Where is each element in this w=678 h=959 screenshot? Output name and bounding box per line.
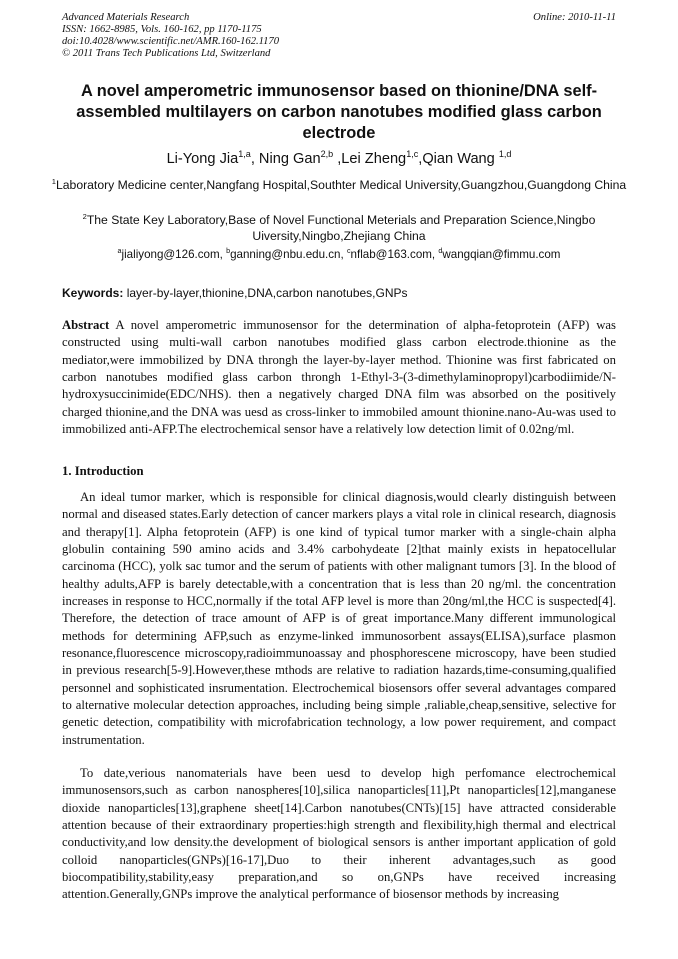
email-mark: b [226, 246, 231, 256]
introduction-paragraph-1: An ideal tumor marker, which is responsible for clinical diagnosis,would clearly distinguish between normal and diseased states.Early detection of cancer markers plays a vital role in clinical research, diagnosis and therapy[1]. Alpha fetoprotein (AFP) is one kind of typical tumor marker with a single-chain alpha globulin containing 590 amino acids and 3.4% carbohydeate [2]that mainly exists in hepatocellular carcinoma (HCC), yolk sac tumor and the serum of patients with other malignant tumors [3]. In the blood of healthy adults,AFP is barely detectable,with a concentration that is less than 20 ng/ml. the concentration increases in response to HCC,normally if the total AFP level is more than 20ng/ml,the HCC is suspected[4]. Therefore, the detection of trace amount of AFP is of great importance.Many different immunological methods for determining AFP,such as enzyme-linked immunosorbent assays(ELISA),surface plasmon resonance,fluorescence microscopy,radioimmunoassay and phosphorescene microscopy, have been studied in previous research[5-9].However,these mthods are relative to radiation hazards,time-consuming,qualified personnel and sophisticated insrumentation. Electrochemical biosensors offer several advantages compared to alternative molecular detection approaches, including being simple ,raliable,cheap,sensitive, selective for genetic detection, compatibility with microfabrication technology, a low power requirement, and compact instrumentation. [62, 490, 616, 747]
keywords-text: layer-by-layer,thionine,DNA,carbon nanotubes,GNPs [123, 286, 408, 300]
author-separator: , [333, 151, 342, 167]
author-name: Li-Yong Jia [166, 151, 239, 167]
author-affiliation-mark: 1,d [498, 149, 512, 160]
introduction-heading: 1. Introduction [62, 464, 144, 478]
author-name: Qian Wang [422, 151, 499, 167]
email-address: wangqian@fimmu.com [442, 248, 561, 261]
author-name: Ning Gan [258, 151, 321, 167]
author-affiliation-mark: 1,c [406, 149, 419, 160]
abstract-label: Abstract [62, 318, 110, 332]
affiliation-mark: 1 [51, 176, 56, 186]
keywords [62, 285, 616, 301]
email-mark: c [346, 246, 351, 256]
issn-line: ISSN: 1662-8985, Vols. 160-162, pp 1170-1175 [62, 24, 262, 35]
email-mark: a [117, 246, 122, 256]
journal-header [62, 12, 616, 60]
keywords-label: Keywords: [62, 286, 124, 300]
author-list [40, 150, 638, 168]
paper-title: A novel amperometric immunosensor based on thionine/DNA self-assembled multilayers on carbon nanotubes modified glass carbon electrode [76, 82, 602, 142]
affiliation-text: The State Key Laboratory,Base of Novel Functional Meterials and Preparation Science,Ningbo Uiversity,Ningbo,Zhejiang China [86, 213, 596, 243]
email-address: ganning@nbu.edu.cn, [230, 248, 347, 261]
email-mark: d [438, 246, 443, 256]
doi-line: doi:10.4028/www.scientific.net/AMR.160-162.1170 [62, 36, 280, 47]
email-address: jialiyong@126.com, [121, 248, 227, 261]
abstract-text: A novel amperometric immunosensor for the determination of alpha-fetoprotein (AFP) was constructed using multi-wall carbon nanotubes modified glass carbon electrode.thionine as the mediator,were immobilized by DNA throngh the layer-by-layer method. Thionine was first fabricated on carbon nanotubes modified glass carbon throngh 1-Ethyl-3-(3-dimethylaminopropyl)carbodiimide/N-hydroxysuccinimide(EDC/NHS). then a negatively charged DNA film was absorbed on the positively charged thionine,and the DNA was uesd as cross-linker to immobiled amount thionine.nano-Au-was used to immobilized anti-AFP.The electrochemical sensor have a relatively low detection limit of 0.02ng/ml. [62, 318, 616, 437]
email-address: nflab@163.com, [350, 248, 439, 261]
author-separator: , [418, 151, 423, 167]
affiliation-mark: 2 [82, 211, 87, 221]
affiliation-2 [40, 212, 638, 244]
introduction-paragraph-2: To date,verious nanomaterials have been uesd to develop high perfomance electrochemical immunosensors,such as carbon nanospheres[10],silica nanoparticles[11],Pt nanoparticles[12],manganese dioxide nanoparticles[13],graphene sheet[14].Carbon nanotubes(CNTs)[15] have attracted considerable attention because of their extraordinary properties:high strength and flexibility,high thermal and electrical conductivity,and low density.the development of biological sensors is anther important application of gold colloid nanoparticles(GNPs)[16-17],Duo to their inherent advantages,such as good biocompatibility,stability,easy preparation,and so on,GNPs have received increasing attention.Generally,GNPs improve the analytical performance of biosensor methods by increasing [62, 766, 616, 902]
affiliation-text: Laboratory Medicine center,Nangfang Hospital,Southter Medical University,Guangzhou,Guangdong China [55, 178, 627, 192]
author-name: Lei Zheng [341, 151, 407, 167]
author-affiliation-mark: 2,b [320, 149, 334, 160]
affiliation-1 [40, 177, 638, 193]
author-affiliation-mark: 1,a [238, 149, 251, 160]
copyright-line: © 2011 Trans Tech Publications Ltd, Switzerland [62, 48, 271, 59]
author-separator: , [250, 151, 259, 167]
journal-name: Advanced Materials Research [62, 12, 190, 23]
abstract [62, 317, 616, 438]
email-list [40, 247, 638, 263]
online-date: Online: 2010-11-11 [533, 12, 616, 23]
